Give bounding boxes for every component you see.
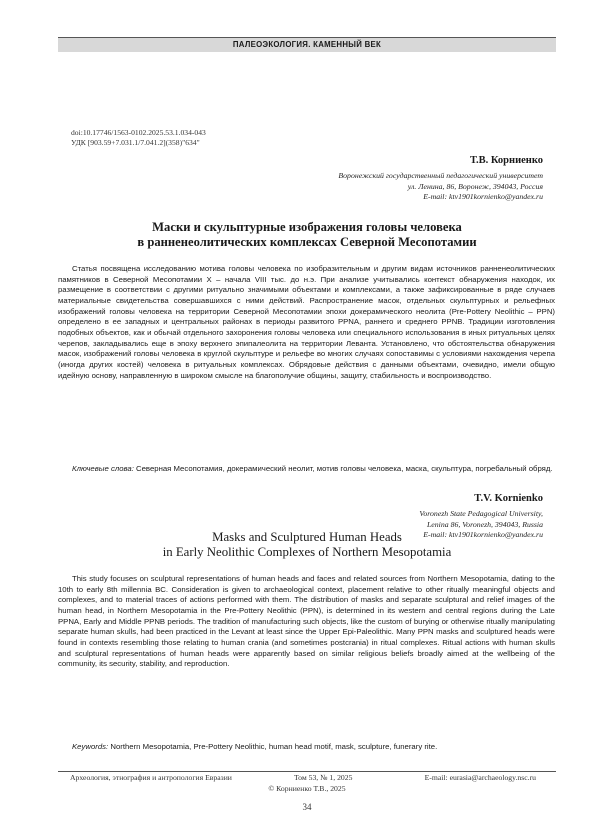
affiliation-line: Воронежский государственный педагогический университет <box>338 171 543 180</box>
page-number: 34 <box>302 802 312 812</box>
title-line: in Early Neolithic Complexes of Northern Mesopotamia <box>162 545 452 559</box>
keywords-label: Ключевые слова: <box>72 464 134 473</box>
journal-email[interactable]: E-mail: eurasia@archaeology.nsc.ru <box>424 773 536 782</box>
abstract-en: This study focuses on sculptural representations of human heads and faces and related sources from Northern Mesopotamia, dating to the 10th to early 8th millennia BC. Consideration is given to archaeological context, placement relative to other ritually meaningful objects and complexes, and to material traces of actions performed with them. The distribution of masks and separate sculptural and relief images of the human head, in Northern Mesopotamia in the Pre-Pottery Neolithic (PPN), is determined in its western and central regions during the Late PPNA, Early and Middle PPNB periods. The tradition of manufacturing such objects, like the custom of burying or otherwise ritually manipulating separate human skulls, had been practiced in the Levant at least since the Upper Epi-Paleolithic. Many PPN masks and sculptured heads were found in contexts resembling those relating to human crania (and sometimes postcrania) in ritual complexes. Ritual actions with human skulls and sculptural representations of human heads were apparently based on similar religious beliefs broadly aimed at the wellbeing of the community, its security, stability, and reproduction. <box>58 574 555 669</box>
keywords-text: Северная Месопотамия, докерамический неолит, мотив головы человека, маска, скульптура, погребальный обряд. <box>136 464 553 473</box>
article-title-en <box>58 530 556 560</box>
udc-code: УДК [903.59+7.031.1/7.041.2](358)"634" <box>71 138 200 147</box>
affiliation-ru <box>338 171 543 203</box>
abstract-ru: Статья посвящена исследованию мотива головы человека по изобразительным и другим видам источников ранненеолитических памятников в Северной Месопотамии X – начала VIII тыс. до н.э. При анализе учитывались контекст обнаружения находок, их размещение в соответствии с другими ритуально значимыми объектами и комплексами, а также зафиксированные в ряде случаев материальные свидетельства совершавшихся с ними действий. Распространение масок, отдельных скульптурных и рельефных изображений головы человека на территории Северной Месопотамии эпохи докерамического неолита (Pre-Pottery Neolithic – PPN) определено в ее западных и центральных районах в периоды развитого PPNA, раннего и среднего PPNB. Традиции изготовления подобных объектов, как и обычай отдельного захоронения головы человека или специального использования в иных ритуальных целях черепов, закладывались еще в эпоху верхнего эпипалеолита на территории Леванта. Установлено, что обстоятельства обнаружения масок, изображений головы человека в круглой скульптуре и рельефе во многих случаях сопоставимы с условиями нахождения черепа (иногда других костей) человека в ритуальных комплексах. Обрядовые действия с данными объектами, очевидно, имели общую идейную основу, направленную в широком смысле на благополучие общины, защиту, стабильность и воспроизводство. <box>58 264 555 380</box>
author-en: T.V. Kornienko <box>474 493 543 504</box>
affiliation-line: Voronezh State Pedagogical University, <box>419 509 543 518</box>
article-title-ru <box>58 220 556 250</box>
copyright: © Корниенко Т.В., 2025 <box>268 784 346 793</box>
keywords-text: Northern Mesopotamia, Pre-Pottery Neolithic, human head motif, mask, sculpture, funerary rite. <box>110 742 438 751</box>
affiliation-line: Lenina 86, Voronezh, 394043, Russia <box>426 519 543 529</box>
doi[interactable]: doi:10.17746/1563-0102.2025.53.1.034-043 <box>71 128 206 137</box>
article-meta <box>71 128 206 148</box>
journal-volume: Том 53, № 1, 2025 <box>294 773 353 782</box>
keywords-en <box>58 742 555 753</box>
journal-name: Археология, этнография и антропология Евразии <box>70 773 232 782</box>
keywords-ru <box>58 464 555 475</box>
title-line: Masks and Sculptured Human Heads <box>212 530 402 544</box>
affiliation-line: ул. Ленина, 86, Воронеж, 394043, Россия <box>407 181 543 191</box>
section-header: ПАЛЕОЭКОЛОГИЯ. КАМЕННЫЙ ВЕК <box>58 37 556 52</box>
author-ru: Т.В. Корниенко <box>470 155 543 166</box>
footer-divider <box>58 771 556 772</box>
affiliation-email[interactable]: E-mail: ktv1901kornienko@yandex.ru <box>423 192 543 201</box>
keywords-label: Keywords: <box>72 742 109 751</box>
title-line: в ранненеолитических комплексах Северной Месопотамии <box>137 235 477 249</box>
affiliation-email[interactable]: E-mail: ktv1901kornienko@yandex.ru <box>423 530 543 539</box>
title-line: Маски и скульптурные изображения головы человека <box>152 220 462 234</box>
